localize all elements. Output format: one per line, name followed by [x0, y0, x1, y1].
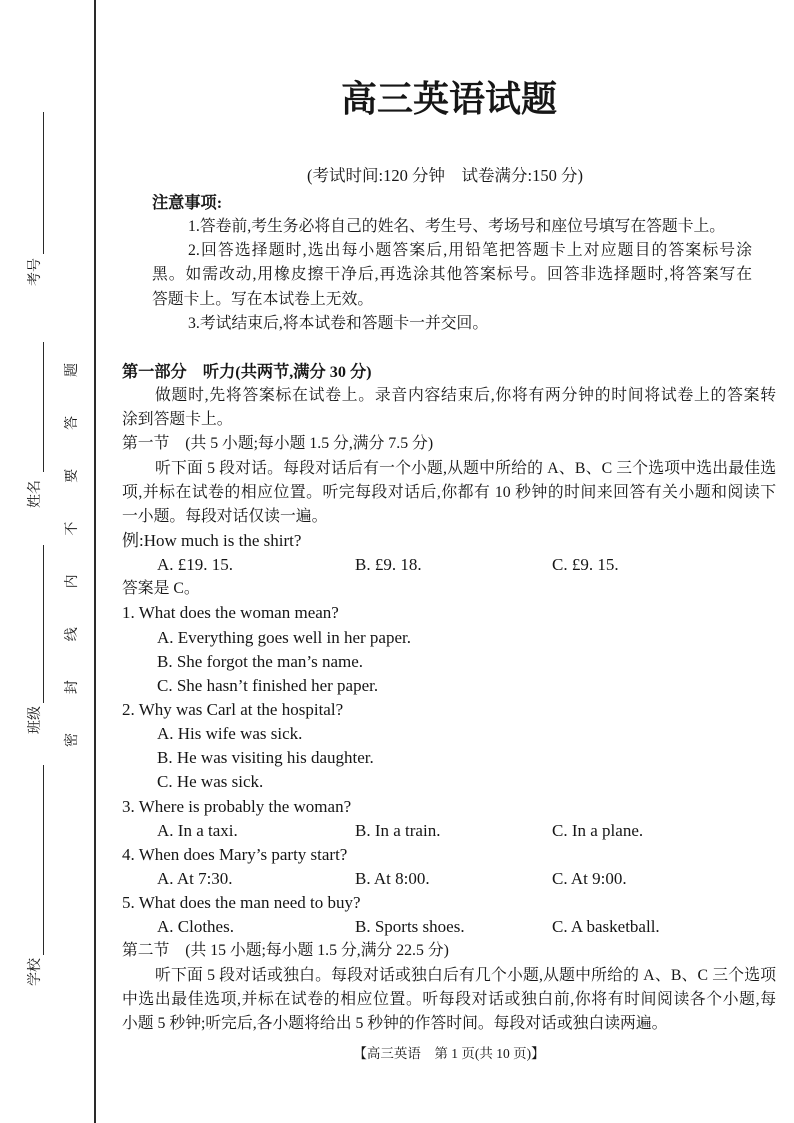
- option-c: C. He was sick.: [157, 772, 264, 792]
- name-write-line: [43, 342, 44, 472]
- option-a: A. Clothes.: [157, 917, 234, 937]
- option-c: C. A basketball.: [552, 917, 660, 937]
- question-stem: 5. What does the man need to buy?: [122, 893, 361, 913]
- question-options: [122, 915, 776, 939]
- option-a: A. His wife was sick.: [157, 724, 303, 744]
- notice-item-1: 1.答卷前,考生务必将自己的姓名、考生号、考场号和座位号填写在答题卡上。: [188, 218, 726, 236]
- section-two-directions-line-2: 中选出最佳选项,并标在试卷的相应位置。听每段对话或独白前,你将有时间阅读各个小题,每: [122, 990, 776, 1008]
- section-one-directions-line-3: 一小题。每段对话仅读一遍。: [122, 507, 328, 525]
- exam-body: [122, 191, 776, 1036]
- exam-info: (考试时间:120 分钟 试卷满分:150 分): [307, 166, 583, 185]
- notice-item-2-line-3: 答题卡上。写在本试卷上无效。: [152, 290, 374, 308]
- question-4: [122, 843, 776, 891]
- option-c: C. She hasn’t finished her paper.: [157, 675, 379, 695]
- notice-heading: 注意事项:: [152, 194, 223, 212]
- question-options: [122, 867, 776, 891]
- option-b: B. In a train.: [355, 820, 441, 840]
- section-two-directions-line-1: 听下面 5 段对话或独白。每段对话或独白后有几个小题,从题中所给的 A、B、C 三个选项: [155, 966, 776, 984]
- class-label: 班级: [27, 706, 43, 734]
- question-options: [122, 819, 776, 843]
- question-2: [122, 698, 776, 795]
- question-1: [122, 601, 776, 698]
- example-question: 例:How much is the shirt?: [122, 530, 302, 550]
- example-option-a: A. £19. 15.: [157, 555, 234, 575]
- binding-line: [94, 0, 96, 1123]
- name-label: 姓名: [27, 480, 43, 508]
- section-one-directions-line-1: 听下面 5 段对话。每段对话后有一个小题,从题中所给的 A、B、C 三个选项中选出最佳选: [155, 459, 776, 477]
- option-a: A. At 7:30.: [157, 868, 233, 888]
- option-a: A. Everything goes well in her paper.: [157, 627, 411, 647]
- school-label: 学校: [27, 958, 43, 986]
- part-one-listening: [122, 360, 776, 1036]
- option-c: C. In a plane.: [552, 820, 644, 840]
- question-stem: 4. When does Mary’s party start?: [122, 844, 348, 864]
- option-c: C. At 9:00.: [552, 868, 627, 888]
- section-one-directions-line-2: 项,并标在试卷的相应位置。听完每段对话后,你都有 10 秒钟的时间来回答有关小题和阅读下: [122, 483, 776, 501]
- notice-item-3: 3.考试结束后,将本试卷和答题卡一并交回。: [188, 314, 489, 332]
- option-b: B. He was visiting his daughter.: [157, 748, 374, 768]
- notice-item-2-line-1: 2.回答选择题时,选出每小题答案后,用铅笔把答题卡上对应题目的答案标号涂: [188, 242, 752, 260]
- part-one-directions-line-1: 做题时,先将答案标在试卷上。录音内容结束后,你将有两分钟的时间将试卷上的答案转: [155, 387, 776, 405]
- example-option-c: C. £9. 15.: [552, 555, 619, 575]
- example-answer: 答案是 C。: [122, 580, 200, 598]
- section-two: [122, 939, 776, 1036]
- option-b: B. At 8:00.: [355, 868, 430, 888]
- school-write-line: [43, 765, 44, 955]
- notice-section: [122, 191, 752, 336]
- option-a: A. In a taxi.: [157, 820, 238, 840]
- section-one: [122, 432, 776, 939]
- page-title: 高三英语试题: [340, 79, 557, 120]
- section-two-heading: 第二节 (共 15 小题;每小题 1.5 分,满分 22.5 分): [122, 942, 449, 960]
- section-one-heading: 第一节 (共 5 小题;每小题 1.5 分,满分 7.5 分): [122, 435, 434, 453]
- section-two-directions-line-3: 小题 5 秒钟;听完后,各小题将给出 5 秒钟的作答时间。每段对话或独白读两遍。: [122, 1014, 668, 1032]
- option-b: B. She forgot the man’s name.: [157, 651, 364, 671]
- part-one-directions-line-2: 涂到答题卡上。: [122, 411, 233, 429]
- question-stem: 3. Where is probably the woman?: [122, 796, 352, 816]
- example-option-b: B. £9. 18.: [355, 555, 422, 575]
- question-stem: 2. Why was Carl at the hospital?: [122, 699, 344, 719]
- question-5: [122, 891, 776, 939]
- example-options: [122, 553, 776, 577]
- class-write-line: [43, 545, 44, 703]
- page-footer: 【高三英语 第 1 页(共 10 页)】: [353, 1046, 545, 1061]
- question-stem: 1. What does the woman mean?: [122, 603, 339, 623]
- part-one-heading: 第一部分 听力(共两节,满分 30 分): [122, 362, 372, 381]
- question-3: [122, 795, 776, 843]
- option-b: B. Sports shoes.: [355, 917, 465, 937]
- notice-item-2-line-2: 黑。如需改动,用橡皮擦干净后,再选涂其他答案标号。回答非选择题时,将答案写在: [152, 266, 752, 284]
- seal-line-notice: 密封线内不要答题: [64, 363, 80, 747]
- exam-number-write-line: [43, 112, 44, 254]
- exam-number-label: 考号: [27, 258, 43, 286]
